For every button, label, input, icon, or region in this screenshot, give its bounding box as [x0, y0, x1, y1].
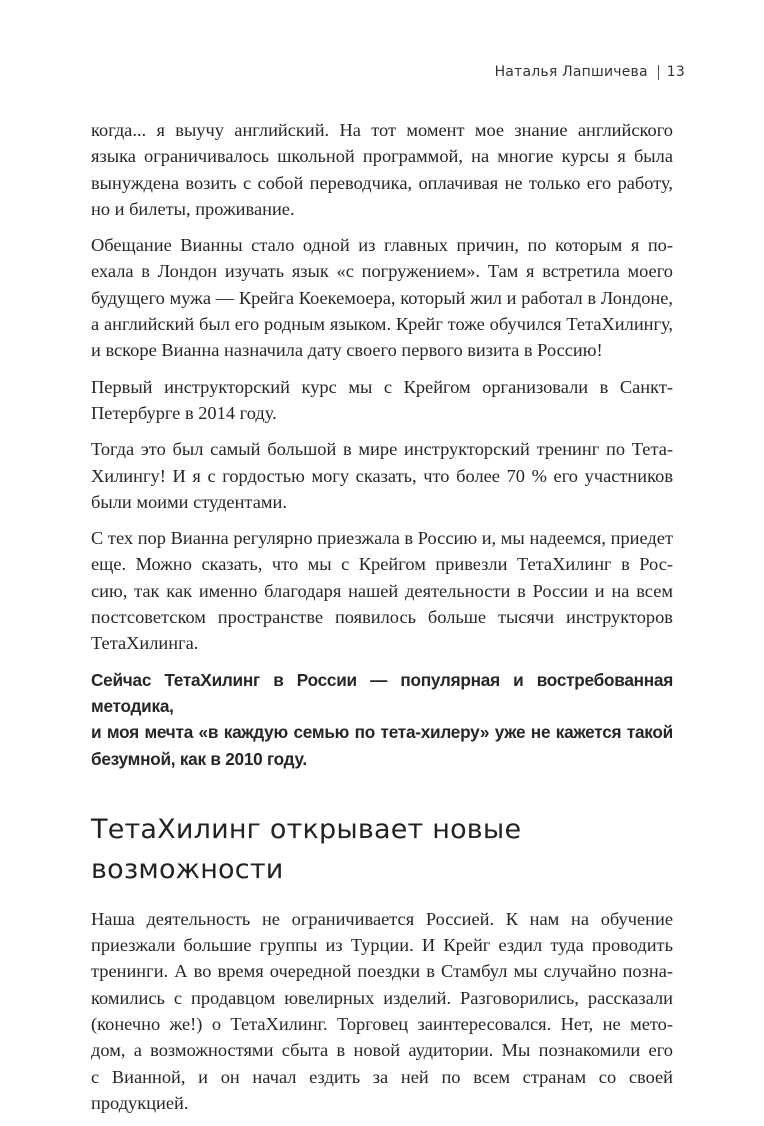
section-heading-line: ТетаХилинг открывает новые [91, 813, 522, 845]
text-line: и вскоре Вианна назначила дату своего первого визита в Россию! [91, 340, 603, 361]
text-line: ехала в Лондон изучать язык «с погружением». Там я встретила моего [91, 261, 673, 282]
text-line: были моими студентами. [91, 491, 287, 512]
section-paragraphs [91, 906, 673, 1116]
text-line: (конечно же!) о ТетаХилинг. Торговец заинтересовался. Нет, не мето- [91, 1014, 673, 1035]
paragraph [91, 117, 673, 222]
section-heading-line: возможности [91, 853, 284, 885]
bold-paragraph [91, 667, 673, 772]
page-body [91, 117, 673, 1126]
text-line: еще. Можно сказать, что мы с Крейгом привезли ТетаХилинг в Рос- [91, 554, 673, 575]
text-line: когда... я выучу английский. На тот момент мое знание английского [91, 120, 673, 140]
text-line: языка ограничивалось школьной программой, на многие курсы я была [91, 146, 673, 167]
paragraph [91, 374, 673, 427]
paragraph [91, 525, 673, 656]
paragraph [91, 436, 673, 515]
text-line: Обещание Вианны стало одной из главных причин, по которым я по- [91, 235, 673, 256]
text-line: дом, а возможностями сбыта в новой аудитории. Мы познакомили его [91, 1040, 673, 1061]
text-line: и моя мечта «в каждую семью по тета-хилеру» уже не кажется такой [91, 722, 673, 743]
text-line: безумной, как в 2010 году. [91, 748, 307, 769]
paragraph [91, 232, 673, 363]
text-line: С тех пор Вианна регулярно приезжала в Россию и, мы надеемся, приедет [91, 528, 673, 549]
text-line: Первый инструкторский курс мы с Крейгом организовали в Санкт- [91, 376, 673, 397]
header-author: Наталья Лапшичева [494, 64, 648, 80]
page-number: 13 [666, 64, 685, 80]
header-separator [658, 65, 659, 80]
running-header [495, 64, 685, 80]
text-line: сию, так как именно благодаря нашей деятельности в России и на всем [91, 580, 673, 601]
text-line: с Вианной, и он начал ездить за ней по всем странам со своей продукцией. [91, 1066, 673, 1113]
text-line: приезжали большие группы из Турции. И Крейг ездил туда проводить [91, 935, 673, 956]
section-heading [91, 810, 673, 890]
text-line: Петербурге в 2014 году. [91, 402, 277, 423]
text-line: ТетаХилинга. [91, 633, 199, 654]
text-line: Тогда это был самый большой в мире инструкторский тренинг по Тета- [91, 439, 673, 460]
text-line: комились с продавцом ювелирных изделий. Разговорились, рассказали [91, 987, 673, 1008]
paragraphs [91, 117, 673, 772]
paragraph [91, 906, 673, 1116]
text-line: а английский был его родным языком. Крейг тоже обучился ТетаХилингу, [91, 314, 673, 335]
text-line: Хилингу! И я с гордостью могу сказать, что более 70 % его участников [91, 465, 673, 486]
text-line: тренинги. А во время очередной поездки в Стамбул мы случайно позна- [91, 961, 673, 982]
text-line: но и билеты, проживание. [91, 198, 295, 219]
text-line: вынуждена возить с собой переводчика, оплачивая не только его работу, [91, 172, 673, 193]
text-line: постсоветском пространстве появилось больше тысячи инструкторов [91, 607, 673, 628]
text-line: Наша деятельность не ограничивается Россией. К нам на обучение [91, 908, 673, 929]
text-line: будущего мужа — Крейга Коекемоера, который жил и работал в Лондоне, [91, 287, 673, 308]
text-line: Сейчас ТетаХилинг в России — популярная и востребованная методика, [91, 669, 673, 716]
